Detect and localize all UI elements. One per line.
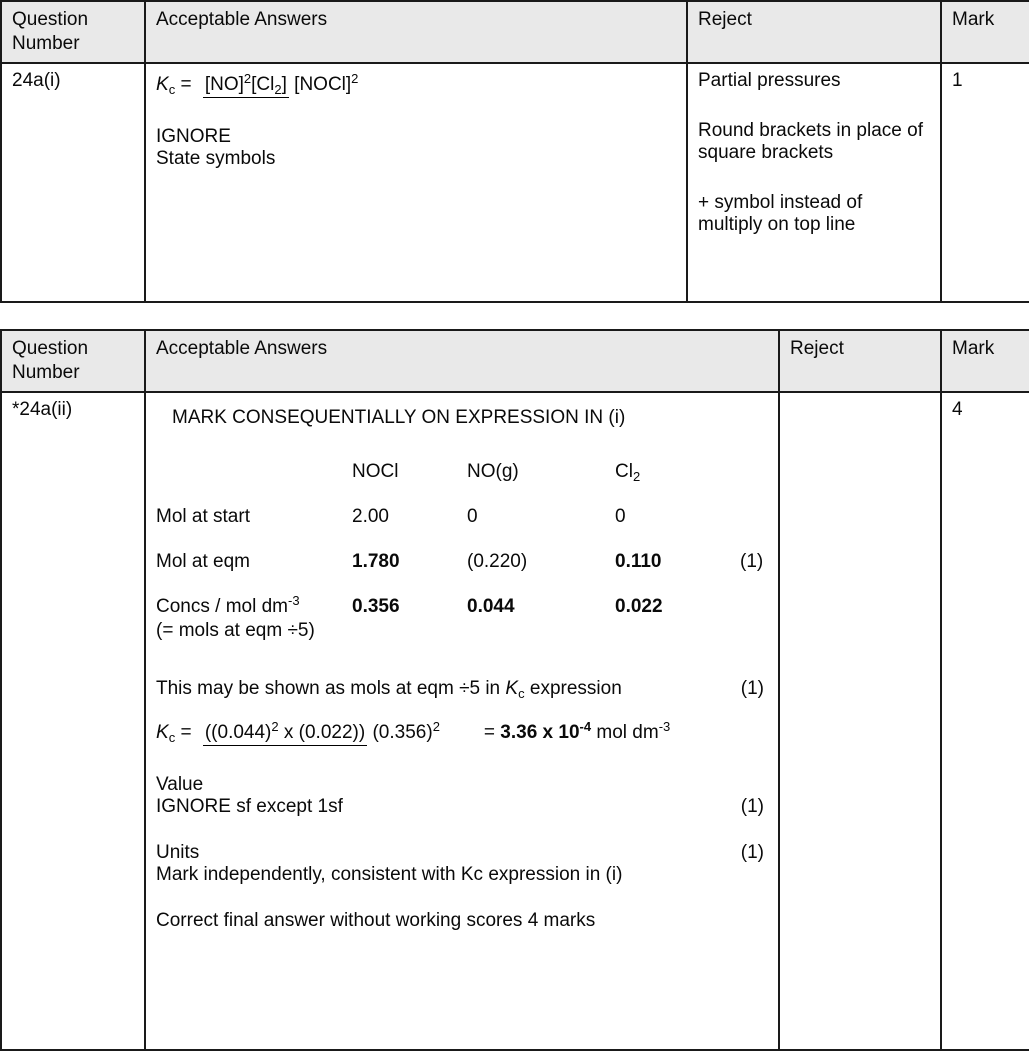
mol-eqm-row <box>156 551 768 573</box>
value-ignore-note: IGNORE sf except 1sf <box>156 796 343 817</box>
fraction-numerator: ($(0.044)^2$ x (0.022)) <box>203 722 367 746</box>
mark-scheme-table-24aii <box>0 329 1029 1051</box>
value-label: Value <box>156 774 204 795</box>
header-row <box>1 1 1029 63</box>
reject-item: + symbol instead of multiply on top line <box>698 192 863 235</box>
table-spacer <box>0 303 1029 329</box>
mark-point: (1) <box>740 551 764 572</box>
mark-point: (1) <box>740 796 764 817</box>
reject-item: Partial pressures <box>698 70 841 91</box>
start-nocl: 2.00 <box>352 506 389 527</box>
reject-item: Round brackets in place of square brackets <box>698 120 923 163</box>
kc-calc-fraction <box>203 719 440 744</box>
col-cl2: $Cl_2$ <box>615 461 641 484</box>
row-label: Concs / mol $dm^{-3}$ <box>156 593 300 617</box>
start-cl2: 0 <box>615 506 626 527</box>
eqm-cl2: 0.110 <box>615 551 662 572</box>
row-label: Mol at start <box>156 506 250 527</box>
final-answer-note: Correct final answer without working scores 4 marks <box>156 910 596 931</box>
ignore-note <box>156 126 676 170</box>
col-nocl: NOCl <box>352 461 399 482</box>
mark-header: Mark <box>941 330 1029 392</box>
reject-cell <box>687 63 941 302</box>
mark-cell: 1 <box>941 63 1029 302</box>
concs-nocl: 0.356 <box>352 596 400 617</box>
mol-concs-row <box>156 593 768 618</box>
shown-note-text: This may be shown as mols at eqm ÷5 in $K_c$ expression <box>156 678 622 701</box>
mol-start-row <box>156 506 768 528</box>
mark-header: Mark <box>941 1 1029 63</box>
question-number-header: Question Number <box>1 1 145 63</box>
header-row <box>1 330 1029 392</box>
acceptable-answers-header: Acceptable Answers <box>145 1 687 63</box>
fraction-numerator: $[NO]^2[Cl_2]$ <box>204 71 287 97</box>
mol-table <box>156 461 768 642</box>
eqm-no: (0.220) <box>467 551 528 572</box>
row-label: Mol at eqm <box>156 551 250 572</box>
ignore-item: State symbols <box>156 148 276 169</box>
units-mark-point <box>156 842 768 886</box>
acceptable-answers-cell <box>145 392 779 1050</box>
value-mark-point <box>156 774 768 818</box>
answer-row-24aii <box>1 392 1029 1050</box>
acceptable-answers-header: Acceptable Answers <box>145 330 779 392</box>
mark-scheme-table-24ai <box>0 0 1029 303</box>
concs-no: 0.044 <box>467 596 515 617</box>
fraction-denominator: [NOCl]$^2$ <box>294 71 359 95</box>
col-no: NO(g) <box>467 461 519 482</box>
mark-point: (1) <box>740 678 764 699</box>
question-number-cell: 24a(i) <box>1 63 145 302</box>
reject-header: Reject <box>779 330 941 392</box>
kc-symbol: $K_c$ = <box>156 74 197 97</box>
kc-fraction <box>203 71 359 97</box>
kc-symbol: $K_c$ = <box>156 722 197 745</box>
units-note: Mark independently, consistent with Kc expression in (i) <box>156 864 623 885</box>
eqm-nocl: 1.780 <box>352 551 400 572</box>
concs-note: (= mols at eqm ÷5) <box>156 620 315 641</box>
ignore-heading: IGNORE <box>156 126 231 147</box>
kc-expression <box>156 71 676 97</box>
concs-cl2: 0.022 <box>615 596 663 617</box>
kc-result: = 3.36 x $10^{-4}$ mol $dm^{-3}$ <box>483 719 671 743</box>
question-number-cell: *24a(ii) <box>1 392 145 1050</box>
question-number-header: Question Number <box>1 330 145 392</box>
consequential-note: MARK CONSEQUENTIALLY ON EXPRESSION IN (i) <box>172 407 626 428</box>
start-no: 0 <box>467 506 478 527</box>
reject-cell <box>779 392 941 1050</box>
acceptable-answers-cell <box>145 63 687 302</box>
answer-row-24ai <box>1 63 1029 302</box>
mol-table-header-row <box>156 461 768 483</box>
reject-header: Reject <box>687 1 941 63</box>
mark-point: (1) <box>740 842 764 863</box>
mark-cell: 4 <box>941 392 1029 1050</box>
shown-note <box>156 678 768 700</box>
kc-calculation <box>156 719 768 745</box>
fraction-denominator: $(0.356)^2$ <box>372 719 440 743</box>
units-label: Units <box>156 842 200 863</box>
